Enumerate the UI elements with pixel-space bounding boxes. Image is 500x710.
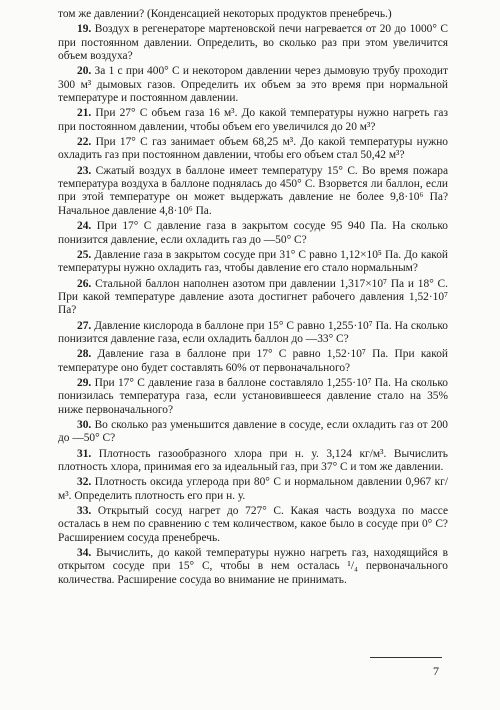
problem-text: При 27° С объем газа 16 м³. До какой температуры нужно нагреть газ при постоянном давлении, чтобы объем его увеличился до 20 м³? bbox=[58, 107, 448, 133]
footer-rule bbox=[370, 657, 442, 658]
problem-33 bbox=[58, 505, 448, 545]
problem-21 bbox=[58, 107, 448, 134]
problem-number: 29. bbox=[77, 376, 92, 389]
page-number: 7 bbox=[433, 664, 439, 678]
problem-number: 19. bbox=[77, 23, 92, 36]
problem-text: Сжатый воздух в баллоне имеет температуру 15° С. Во время пожара температура воздуха в баллоне поднялась до 450° С. Взорвется ли баллон, если при этой температуре он может выдержать давление не более 9,8·10⁶ Па? Начальное давление 4,8·10⁶ Па. bbox=[58, 164, 448, 217]
problem-20 bbox=[58, 65, 448, 105]
problem-text: При 17° С давление газа в баллоне составляло 1,255·10⁷ Па. На сколько понизилась температура газа, если установившееся давление стало на 35% ниже первоначального? bbox=[58, 376, 448, 416]
paragraph-text: том же давлении? (Конденсацией некоторых продуктов пренебречь.) bbox=[58, 8, 392, 20]
problem-31 bbox=[58, 448, 448, 475]
paragraph-continuation bbox=[58, 8, 448, 21]
problem-number: 27. bbox=[77, 319, 92, 332]
problem-number: 30. bbox=[77, 418, 92, 431]
problem-text: Открытый сосуд нагрет до 727° С. Какая часть воздуха по массе осталась в нем по сравнению с тем количеством, какое было в сосуде при 0° С? Расширением сосуда пренебречь. bbox=[58, 505, 449, 544]
problem-number: 20. bbox=[77, 65, 92, 78]
problem-text: За 1 с при 400° С и некотором давлении через дымовую трубу проходит 300 м³ дымовых газов. Определить их объем за это время при нормальной температуре и постоянном давлении. bbox=[58, 65, 448, 105]
problem-text: Вычислить, до какой температуры нужно нагреть газ, находящийся в открытом сосуде при 15° С, чтобы в нем осталась ¹/₄ первоначального количества. Расширение сосуда во внимание не принимать. bbox=[58, 547, 448, 586]
problem-text: Воздух в регенераторе мартеновской печи нагревается от 20 до 1000° С при постоянном давлении. Определить, во сколько раз при этом увеличится объем воздуха? bbox=[58, 23, 448, 63]
problem-text: Стальной баллон наполнен азотом при давлении 1,317×10⁷ Па и 18° С. При какой температуре давление азота достигнет рабочего давления 1,52·10⁷ Па? bbox=[58, 277, 448, 317]
problem-number: 26. bbox=[77, 277, 92, 290]
problem-text: При 17° С газ занимает объем 68,25 м³. До какой температуры нужно охладить газ при постоянном давлении, чтобы его объем стал 50,42 м³? bbox=[58, 136, 448, 162]
problem-text: Давление газа в баллоне при 17° С равно 1,52·10⁷ Па. При какой температуре оно будет составлять 60% от первоначального? bbox=[58, 348, 448, 374]
problems-text bbox=[58, 8, 448, 587]
problem-26 bbox=[58, 278, 448, 318]
problem-19 bbox=[58, 23, 448, 63]
problem-number: 34. bbox=[77, 547, 92, 560]
problem-number: 25. bbox=[77, 248, 92, 261]
problem-text: При 17° С давление газа в закрытом сосуде 95 940 Па. На сколько понизится давление, если охладить газ до —50° С? bbox=[58, 220, 448, 246]
problem-number: 24. bbox=[77, 220, 92, 233]
problem-27 bbox=[58, 320, 448, 347]
problem-24 bbox=[58, 220, 448, 247]
problem-32 bbox=[58, 476, 448, 503]
problem-text: Давление кислорода в баллоне при 15° С равно 1,255·10⁷ Па. На сколько понизится давление газа, если охладить баллон до —33° С? bbox=[58, 319, 448, 345]
problem-number: 21. bbox=[77, 107, 92, 120]
problem-text: Плотность газообразного хлора при н. у. 3,124 кг/м³. Вычислить плотность хлора, принимая его за идеальный газ, при 37° С и том же давлении. bbox=[58, 447, 448, 473]
problem-number: 31. bbox=[77, 447, 92, 460]
problem-number: 23. bbox=[77, 164, 92, 177]
problem-23 bbox=[58, 165, 448, 218]
problem-number: 32. bbox=[77, 476, 92, 489]
problem-25 bbox=[58, 249, 448, 276]
problem-text: Давление газа в закрытом сосуде при 31° С равно 1,12×10⁵ Па. До какой температуры нужно охладить газ, чтобы давление его стало нормальным? bbox=[58, 248, 448, 275]
problem-number: 28. bbox=[77, 348, 92, 361]
problem-22 bbox=[58, 136, 448, 163]
problem-30 bbox=[58, 419, 448, 446]
problem-28 bbox=[58, 348, 448, 375]
problem-text: Во сколько раз уменьшится давление в сосуде, если охладить газ от 200 до —50° С? bbox=[58, 418, 448, 445]
problem-34 bbox=[58, 547, 448, 587]
problem-text: Плотность оксида углерода при 80° С и нормальном давлении 0,967 кг/м³. Определить плотность его при н. у. bbox=[58, 476, 448, 502]
problem-number: 33. bbox=[77, 505, 92, 518]
problem-29 bbox=[58, 377, 448, 417]
problem-number: 22. bbox=[77, 136, 92, 149]
